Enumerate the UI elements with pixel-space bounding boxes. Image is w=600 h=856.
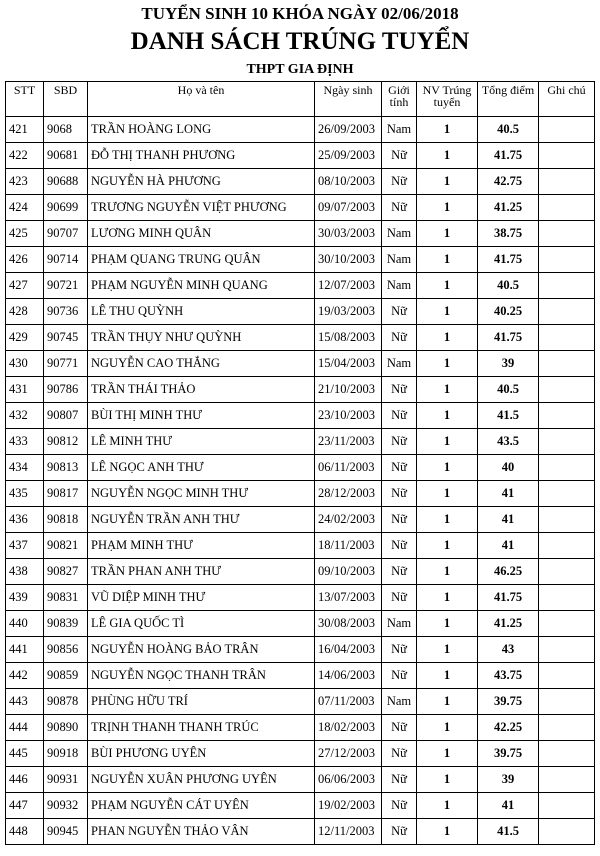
cell-score: 39 (478, 351, 539, 377)
cell-score: 41 (478, 481, 539, 507)
cell-note (539, 793, 595, 819)
column-header-stt: STT (6, 82, 44, 117)
cell-note (539, 715, 595, 741)
cell-nv: 1 (417, 169, 478, 195)
cell-nv: 1 (417, 455, 478, 481)
cell-note (539, 195, 595, 221)
cell-gender: Nam (382, 273, 417, 299)
cell-note (539, 377, 595, 403)
table-row (6, 819, 595, 845)
cell-dob: 13/07/2003 (315, 585, 382, 611)
cell-dob: 07/11/2003 (315, 689, 382, 715)
cell-note (539, 507, 595, 533)
cell-dob: 21/10/2003 (315, 377, 382, 403)
cell-gender: Nữ (382, 455, 417, 481)
cell-gender: Nữ (382, 481, 417, 507)
cell-note (539, 117, 595, 143)
cell-score: 39 (478, 767, 539, 793)
table-row (6, 221, 595, 247)
cell-gender: Nam (382, 351, 417, 377)
cell-sbd: 90931 (44, 767, 88, 793)
cell-score: 39.75 (478, 741, 539, 767)
cell-nv: 1 (417, 533, 478, 559)
cell-sbd: 90714 (44, 247, 88, 273)
cell-name: BÙI PHƯƠNG UYÊN (88, 741, 315, 767)
cell-stt: 447 (6, 793, 44, 819)
cell-note (539, 351, 595, 377)
cell-name: NGUYỄN XUÂN PHƯƠNG UYÊN (88, 767, 315, 793)
cell-stt: 438 (6, 559, 44, 585)
column-header-name: Họ và tên (88, 82, 315, 117)
cell-dob: 15/08/2003 (315, 325, 382, 351)
cell-nv: 1 (417, 351, 478, 377)
cell-score: 41 (478, 533, 539, 559)
cell-note (539, 637, 595, 663)
table-row (6, 637, 595, 663)
table-row (6, 143, 595, 169)
table-row (6, 793, 595, 819)
cell-gender: Nam (382, 221, 417, 247)
cell-score: 41.75 (478, 143, 539, 169)
cell-score: 41.75 (478, 247, 539, 273)
cell-stt: 444 (6, 715, 44, 741)
cell-gender: Nữ (382, 637, 417, 663)
cell-name: NGUYỄN HOÀNG BẢO TRÂN (88, 637, 315, 663)
cell-sbd: 90812 (44, 429, 88, 455)
cell-note (539, 429, 595, 455)
cell-gender: Nữ (382, 767, 417, 793)
column-header-dob: Ngày sinh (315, 82, 382, 117)
table-row (6, 247, 595, 273)
cell-score: 41.75 (478, 585, 539, 611)
cell-stt: 424 (6, 195, 44, 221)
cell-stt: 437 (6, 533, 44, 559)
cell-note (539, 559, 595, 585)
table-row (6, 715, 595, 741)
table-row (6, 507, 595, 533)
cell-name: TRẦN PHAN ANH THƯ (88, 559, 315, 585)
cell-note (539, 585, 595, 611)
cell-stt: 448 (6, 819, 44, 845)
cell-sbd: 90813 (44, 455, 88, 481)
cell-dob: 27/12/2003 (315, 741, 382, 767)
table-row (6, 117, 595, 143)
cell-nv: 1 (417, 195, 478, 221)
table-row (6, 299, 595, 325)
cell-name: PHAN NGUYỄN THẢO VÂN (88, 819, 315, 845)
cell-gender: Nam (382, 247, 417, 273)
cell-sbd: 90945 (44, 819, 88, 845)
cell-name: PHẠM NGUYỄN CÁT UYÊN (88, 793, 315, 819)
cell-stt: 426 (6, 247, 44, 273)
cell-note (539, 325, 595, 351)
table-row (6, 403, 595, 429)
cell-gender: Nữ (382, 819, 417, 845)
column-header-sbd: SBD (44, 82, 88, 117)
column-header-note: Ghi chú (539, 82, 595, 117)
cell-stt: 432 (6, 403, 44, 429)
table-row (6, 611, 595, 637)
cell-dob: 19/03/2003 (315, 299, 382, 325)
cell-note (539, 221, 595, 247)
cell-score: 38.75 (478, 221, 539, 247)
cell-gender: Nam (382, 689, 417, 715)
cell-name: PHÙNG HỮU TRÍ (88, 689, 315, 715)
cell-dob: 12/11/2003 (315, 819, 382, 845)
cell-dob: 18/02/2003 (315, 715, 382, 741)
column-header-nv: NV Trúng tuyển (417, 82, 478, 117)
cell-sbd: 90827 (44, 559, 88, 585)
cell-sbd: 90817 (44, 481, 88, 507)
cell-nv: 1 (417, 663, 478, 689)
cell-score: 41.5 (478, 403, 539, 429)
cell-gender: Nữ (382, 741, 417, 767)
table-row (6, 741, 595, 767)
cell-name: LÊ THU QUỲNH (88, 299, 315, 325)
cell-score: 40 (478, 455, 539, 481)
cell-score: 42.75 (478, 169, 539, 195)
cell-score: 41.25 (478, 611, 539, 637)
table-row (6, 325, 595, 351)
cell-dob: 12/07/2003 (315, 273, 382, 299)
cell-dob: 30/10/2003 (315, 247, 382, 273)
cell-gender: Nữ (382, 195, 417, 221)
cell-nv: 1 (417, 117, 478, 143)
cell-score: 41 (478, 793, 539, 819)
cell-score: 41.25 (478, 195, 539, 221)
table-row (6, 481, 595, 507)
cell-gender: Nữ (382, 585, 417, 611)
cell-stt: 440 (6, 611, 44, 637)
cell-gender: Nam (382, 611, 417, 637)
cell-gender: Nữ (382, 169, 417, 195)
cell-sbd: 90856 (44, 637, 88, 663)
cell-gender: Nam (382, 117, 417, 143)
cell-score: 46.25 (478, 559, 539, 585)
column-header-gender: Giới tính (382, 82, 417, 117)
cell-dob: 28/12/2003 (315, 481, 382, 507)
cell-stt: 442 (6, 663, 44, 689)
cell-stt: 446 (6, 767, 44, 793)
cell-name: TRẦN THÁI THẢO (88, 377, 315, 403)
cell-name: LÊ MINH THƯ (88, 429, 315, 455)
cell-stt: 422 (6, 143, 44, 169)
cell-dob: 08/10/2003 (315, 169, 382, 195)
cell-note (539, 767, 595, 793)
table-row (6, 559, 595, 585)
table-row (6, 169, 595, 195)
cell-sbd: 90859 (44, 663, 88, 689)
cell-stt: 435 (6, 481, 44, 507)
admission-table (5, 81, 595, 845)
cell-name: TRẦN HOÀNG LONG (88, 117, 315, 143)
cell-sbd: 90839 (44, 611, 88, 637)
cell-stt: 427 (6, 273, 44, 299)
cell-sbd: 90818 (44, 507, 88, 533)
cell-nv: 1 (417, 221, 478, 247)
cell-nv: 1 (417, 611, 478, 637)
cell-name: LƯƠNG MINH QUÂN (88, 221, 315, 247)
cell-gender: Nữ (382, 533, 417, 559)
cell-sbd: 90918 (44, 741, 88, 767)
cell-sbd: 90878 (44, 689, 88, 715)
cell-name: NGUYỄN CAO THẮNG (88, 351, 315, 377)
cell-sbd: 90681 (44, 143, 88, 169)
cell-sbd: 90786 (44, 377, 88, 403)
cell-note (539, 533, 595, 559)
cell-stt: 423 (6, 169, 44, 195)
cell-gender: Nữ (382, 377, 417, 403)
cell-score: 41.75 (478, 325, 539, 351)
cell-dob: 16/04/2003 (315, 637, 382, 663)
cell-dob: 15/04/2003 (315, 351, 382, 377)
cell-note (539, 481, 595, 507)
cell-gender: Nữ (382, 429, 417, 455)
table-row (6, 455, 595, 481)
cell-sbd: 90821 (44, 533, 88, 559)
cell-sbd: 90707 (44, 221, 88, 247)
cell-sbd: 90699 (44, 195, 88, 221)
cell-dob: 23/10/2003 (315, 403, 382, 429)
cell-note (539, 741, 595, 767)
cell-name: VŨ DIỆP MINH THƯ (88, 585, 315, 611)
cell-nv: 1 (417, 299, 478, 325)
cell-name: PHẠM MINH THƯ (88, 533, 315, 559)
cell-score: 39.75 (478, 689, 539, 715)
table-row (6, 351, 595, 377)
cell-stt: 441 (6, 637, 44, 663)
cell-sbd: 90721 (44, 273, 88, 299)
cell-stt: 428 (6, 299, 44, 325)
cell-nv: 1 (417, 585, 478, 611)
cell-score: 43.5 (478, 429, 539, 455)
cell-gender: Nữ (382, 403, 417, 429)
cell-nv: 1 (417, 143, 478, 169)
cell-nv: 1 (417, 377, 478, 403)
cell-name: NGUYỄN HÀ PHƯƠNG (88, 169, 315, 195)
cell-score: 40.25 (478, 299, 539, 325)
document-title: TUYỂN SINH 10 KHÓA NGÀY 02/06/2018 (141, 4, 459, 23)
table-row (6, 429, 595, 455)
cell-dob: 14/06/2003 (315, 663, 382, 689)
cell-nv: 1 (417, 559, 478, 585)
table-row (6, 377, 595, 403)
cell-name: TRỊNH THANH THANH TRÚC (88, 715, 315, 741)
cell-score: 41.5 (478, 819, 539, 845)
cell-gender: Nữ (382, 793, 417, 819)
cell-nv: 1 (417, 715, 478, 741)
cell-sbd: 9068 (44, 117, 88, 143)
cell-dob: 30/03/2003 (315, 221, 382, 247)
cell-note (539, 611, 595, 637)
cell-score: 43.75 (478, 663, 539, 689)
cell-name: TRƯƠNG NGUYỄN VIỆT PHƯƠNG (88, 195, 315, 221)
cell-stt: 421 (6, 117, 44, 143)
table-row (6, 585, 595, 611)
cell-dob: 24/02/2003 (315, 507, 382, 533)
cell-name: BÙI THỊ MINH THƯ (88, 403, 315, 429)
cell-name: ĐỖ THỊ THANH PHƯƠNG (88, 143, 315, 169)
cell-gender: Nữ (382, 143, 417, 169)
cell-gender: Nữ (382, 715, 417, 741)
cell-nv: 1 (417, 429, 478, 455)
cell-note (539, 819, 595, 845)
cell-nv: 1 (417, 689, 478, 715)
column-header-score: Tổng điểm (478, 82, 539, 117)
cell-note (539, 663, 595, 689)
cell-gender: Nữ (382, 507, 417, 533)
school-name: THPT GIA ĐỊNH (246, 62, 354, 77)
cell-name: NGUYỄN TRẦN ANH THƯ (88, 507, 315, 533)
cell-score: 42.25 (478, 715, 539, 741)
list-title: DANH SÁCH TRÚNG TUYỂN (130, 28, 470, 55)
cell-stt: 429 (6, 325, 44, 351)
cell-note (539, 299, 595, 325)
cell-name: TRẦN THỤY NHƯ QUỲNH (88, 325, 315, 351)
cell-sbd: 90932 (44, 793, 88, 819)
cell-nv: 1 (417, 481, 478, 507)
cell-sbd: 90807 (44, 403, 88, 429)
cell-stt: 445 (6, 741, 44, 767)
table-row (6, 273, 595, 299)
table-header-row (6, 82, 595, 117)
cell-name: PHẠM NGUYỄN MINH QUANG (88, 273, 315, 299)
cell-gender: Nữ (382, 325, 417, 351)
cell-dob: 19/02/2003 (315, 793, 382, 819)
cell-nv: 1 (417, 325, 478, 351)
cell-dob: 06/06/2003 (315, 767, 382, 793)
cell-stt: 425 (6, 221, 44, 247)
cell-stt: 433 (6, 429, 44, 455)
cell-dob: 18/11/2003 (315, 533, 382, 559)
cell-note (539, 273, 595, 299)
cell-nv: 1 (417, 793, 478, 819)
cell-sbd: 90745 (44, 325, 88, 351)
cell-gender: Nữ (382, 299, 417, 325)
cell-nv: 1 (417, 819, 478, 845)
cell-stt: 430 (6, 351, 44, 377)
cell-nv: 1 (417, 247, 478, 273)
cell-sbd: 90890 (44, 715, 88, 741)
cell-score: 43 (478, 637, 539, 663)
cell-dob: 30/08/2003 (315, 611, 382, 637)
cell-nv: 1 (417, 637, 478, 663)
cell-dob: 25/09/2003 (315, 143, 382, 169)
cell-nv: 1 (417, 741, 478, 767)
cell-nv: 1 (417, 767, 478, 793)
cell-stt: 443 (6, 689, 44, 715)
cell-nv: 1 (417, 403, 478, 429)
cell-sbd: 90771 (44, 351, 88, 377)
cell-name: LÊ NGỌC ANH THƯ (88, 455, 315, 481)
table-row (6, 767, 595, 793)
cell-score: 40.5 (478, 273, 539, 299)
cell-dob: 26/09/2003 (315, 117, 382, 143)
cell-note (539, 247, 595, 273)
cell-note (539, 455, 595, 481)
cell-name: NGUYỄN NGỌC MINH THƯ (88, 481, 315, 507)
cell-gender: Nữ (382, 663, 417, 689)
cell-note (539, 169, 595, 195)
cell-score: 40.5 (478, 377, 539, 403)
cell-dob: 06/11/2003 (315, 455, 382, 481)
cell-sbd: 90688 (44, 169, 88, 195)
cell-sbd: 90831 (44, 585, 88, 611)
cell-dob: 09/07/2003 (315, 195, 382, 221)
cell-nv: 1 (417, 273, 478, 299)
cell-nv: 1 (417, 507, 478, 533)
table-row (6, 533, 595, 559)
cell-dob: 23/11/2003 (315, 429, 382, 455)
cell-dob: 09/10/2003 (315, 559, 382, 585)
table-row (6, 195, 595, 221)
cell-note (539, 689, 595, 715)
cell-note (539, 143, 595, 169)
cell-score: 41 (478, 507, 539, 533)
cell-name: LÊ GIA QUỐC TÌ (88, 611, 315, 637)
cell-stt: 436 (6, 507, 44, 533)
cell-note (539, 403, 595, 429)
cell-sbd: 90736 (44, 299, 88, 325)
table-row (6, 689, 595, 715)
cell-stt: 439 (6, 585, 44, 611)
cell-name: NGUYỄN NGỌC THANH TRÂN (88, 663, 315, 689)
cell-gender: Nữ (382, 559, 417, 585)
cell-stt: 431 (6, 377, 44, 403)
cell-name: PHẠM QUANG TRUNG QUÂN (88, 247, 315, 273)
table-row (6, 663, 595, 689)
cell-stt: 434 (6, 455, 44, 481)
cell-score: 40.5 (478, 117, 539, 143)
